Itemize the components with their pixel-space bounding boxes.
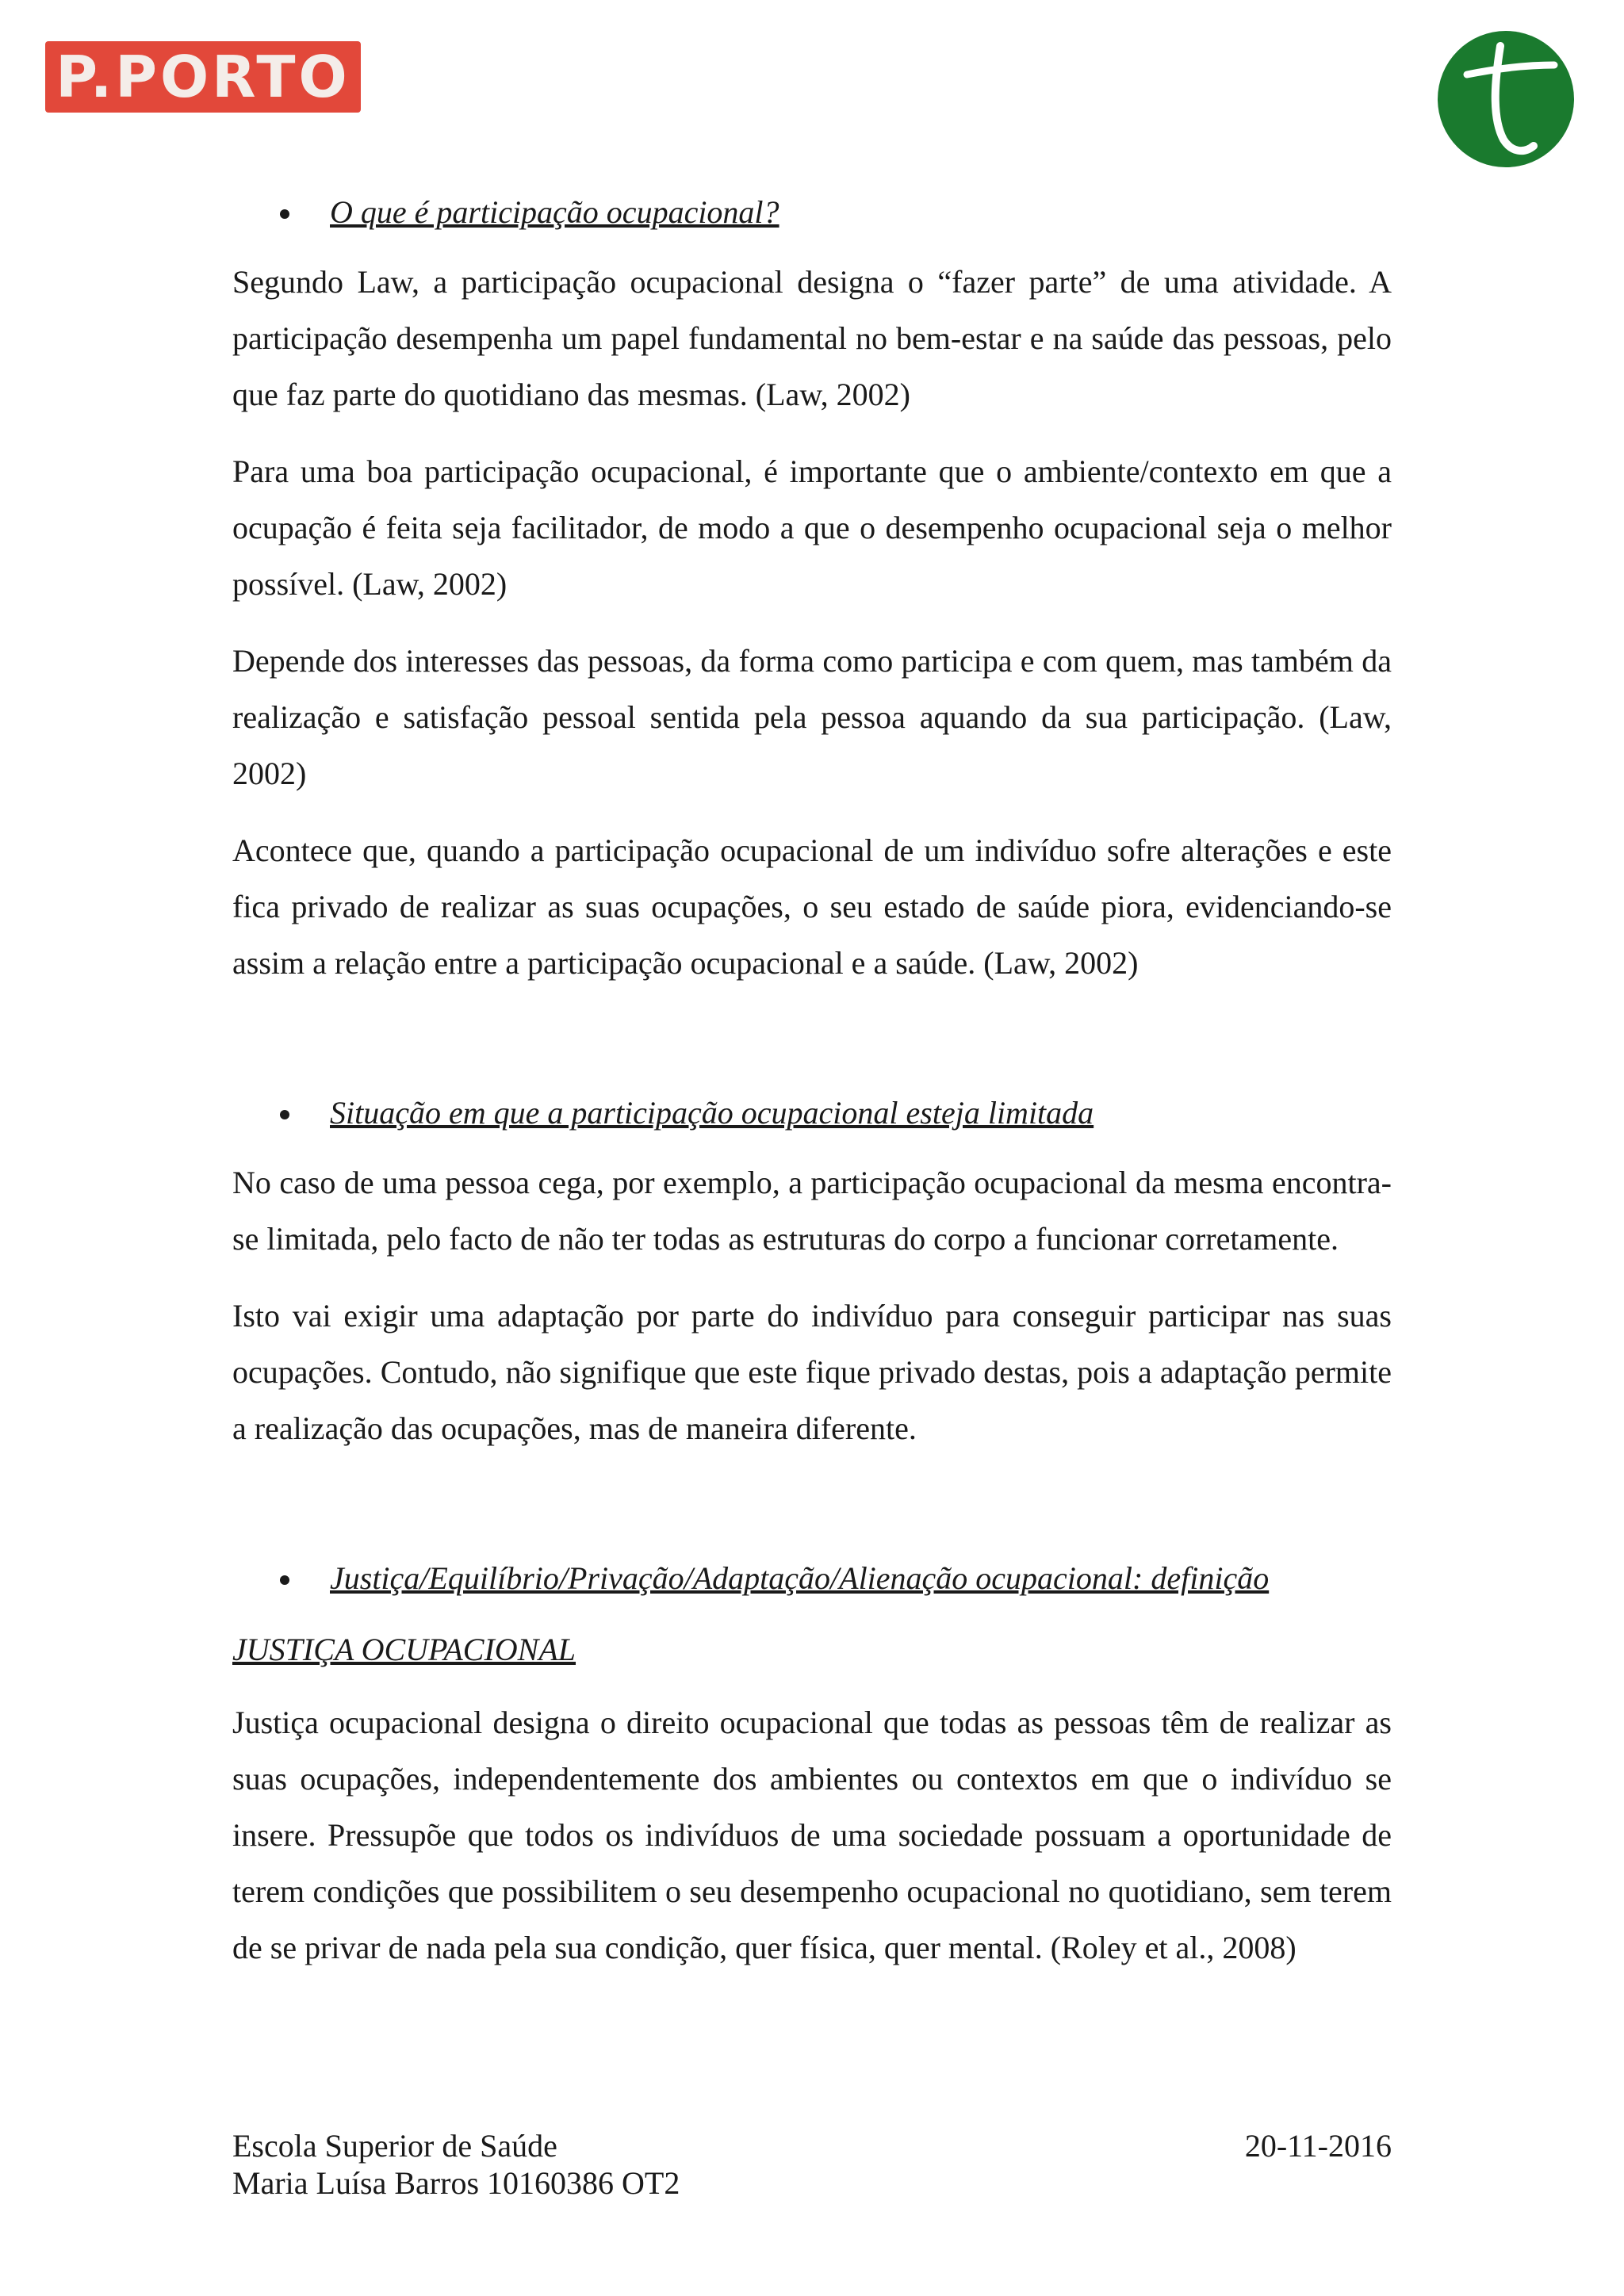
bullet-icon <box>280 1110 289 1119</box>
paragraph: Segundo Law, a participação ocupacional designa o “fazer parte” de uma atividade. A participação desempenha um papel fundamental no bem-estar e na saúde das pessoas, pelo que faz parte do quotidiano das mesmas. (Law, 2002) <box>232 264 1392 412</box>
pporto-logo-text: P.PORTO <box>56 44 350 110</box>
main-content <box>232 182 1392 1976</box>
paragraph: Acontece que, quando a participação ocupacional de um indivíduo sofre alterações e este fica privado de realizar as suas ocupações, o seu estado de saúde piora, evidenciando-se assim a relação entre a participação ocupacional e a saúde. (Law, 2002) <box>232 832 1392 981</box>
bullet-icon <box>280 1575 289 1585</box>
section-heading-1 <box>232 190 1392 235</box>
ess-logo-icon <box>1435 29 1576 170</box>
paragraph: Depende dos interesses das pessoas, da forma como participa e com quem, mas também da realização e satisfação pessoal sentida pela pessoa aquando da sua participação. (Law, 2002) <box>232 643 1392 791</box>
bullet-icon <box>280 209 289 219</box>
paragraph: Justiça ocupacional designa o direito ocupacional que todas as pessoas têm de realizar as suas ocupações, independentemente dos ambientes ou contextos em que o indivíduo se insere. Pressupõe que todos os indivíduos de uma sociedade possuam a oportunidade de terem condições que possibilitem o seu desempenho ocupacional no quotidiano, sem terem de se privar de nada pela sua condição, quer física, quer mental. (Roley et al., 2008) <box>232 1705 1392 1965</box>
footer-school: Escola Superior de Saúde <box>232 2128 557 2164</box>
section-heading-text: Justiça/Equilíbrio/Privação/Adaptação/Alienação ocupacional: definição <box>330 1560 1270 1596</box>
paragraph: Para uma boa participação ocupacional, é importante que o ambiente/contexto em que a ocupação é feita seja facilitador, de modo a que o desempenho ocupacional seja o melhor possível. (Law, 2002) <box>232 453 1392 602</box>
footer-date: 20-11-2016 <box>1244 2128 1392 2164</box>
section-heading-2 <box>232 1091 1392 1135</box>
section-heading-text: O que é participação ocupacional? <box>330 194 779 230</box>
paragraph: Isto vai exigir uma adaptação por parte do indivíduo para conseguir participar nas suas ocupações. Contudo, não signifique que este fique privado destas, pois a adaptação permite a realização das ocupações, mas de maneira diferente. <box>232 1298 1392 1446</box>
section-heading-3 <box>232 1556 1392 1601</box>
subheading-justica: JUSTIÇA OCUPACIONAL <box>232 1632 576 1667</box>
pporto-logo <box>45 41 361 113</box>
section-heading-text: Situação em que a participação ocupacional esteja limitada <box>330 1095 1094 1131</box>
footer-author: Maria Luísa Barros 10160386 OT2 <box>232 2165 680 2201</box>
paragraph: No caso de uma pessoa cega, por exemplo, a participação ocupacional da mesma encontra-se limitada, pelo facto de não ter todas as estruturas do corpo a funcionar corretamente. <box>232 1165 1392 1257</box>
footer-left <box>232 2127 680 2202</box>
